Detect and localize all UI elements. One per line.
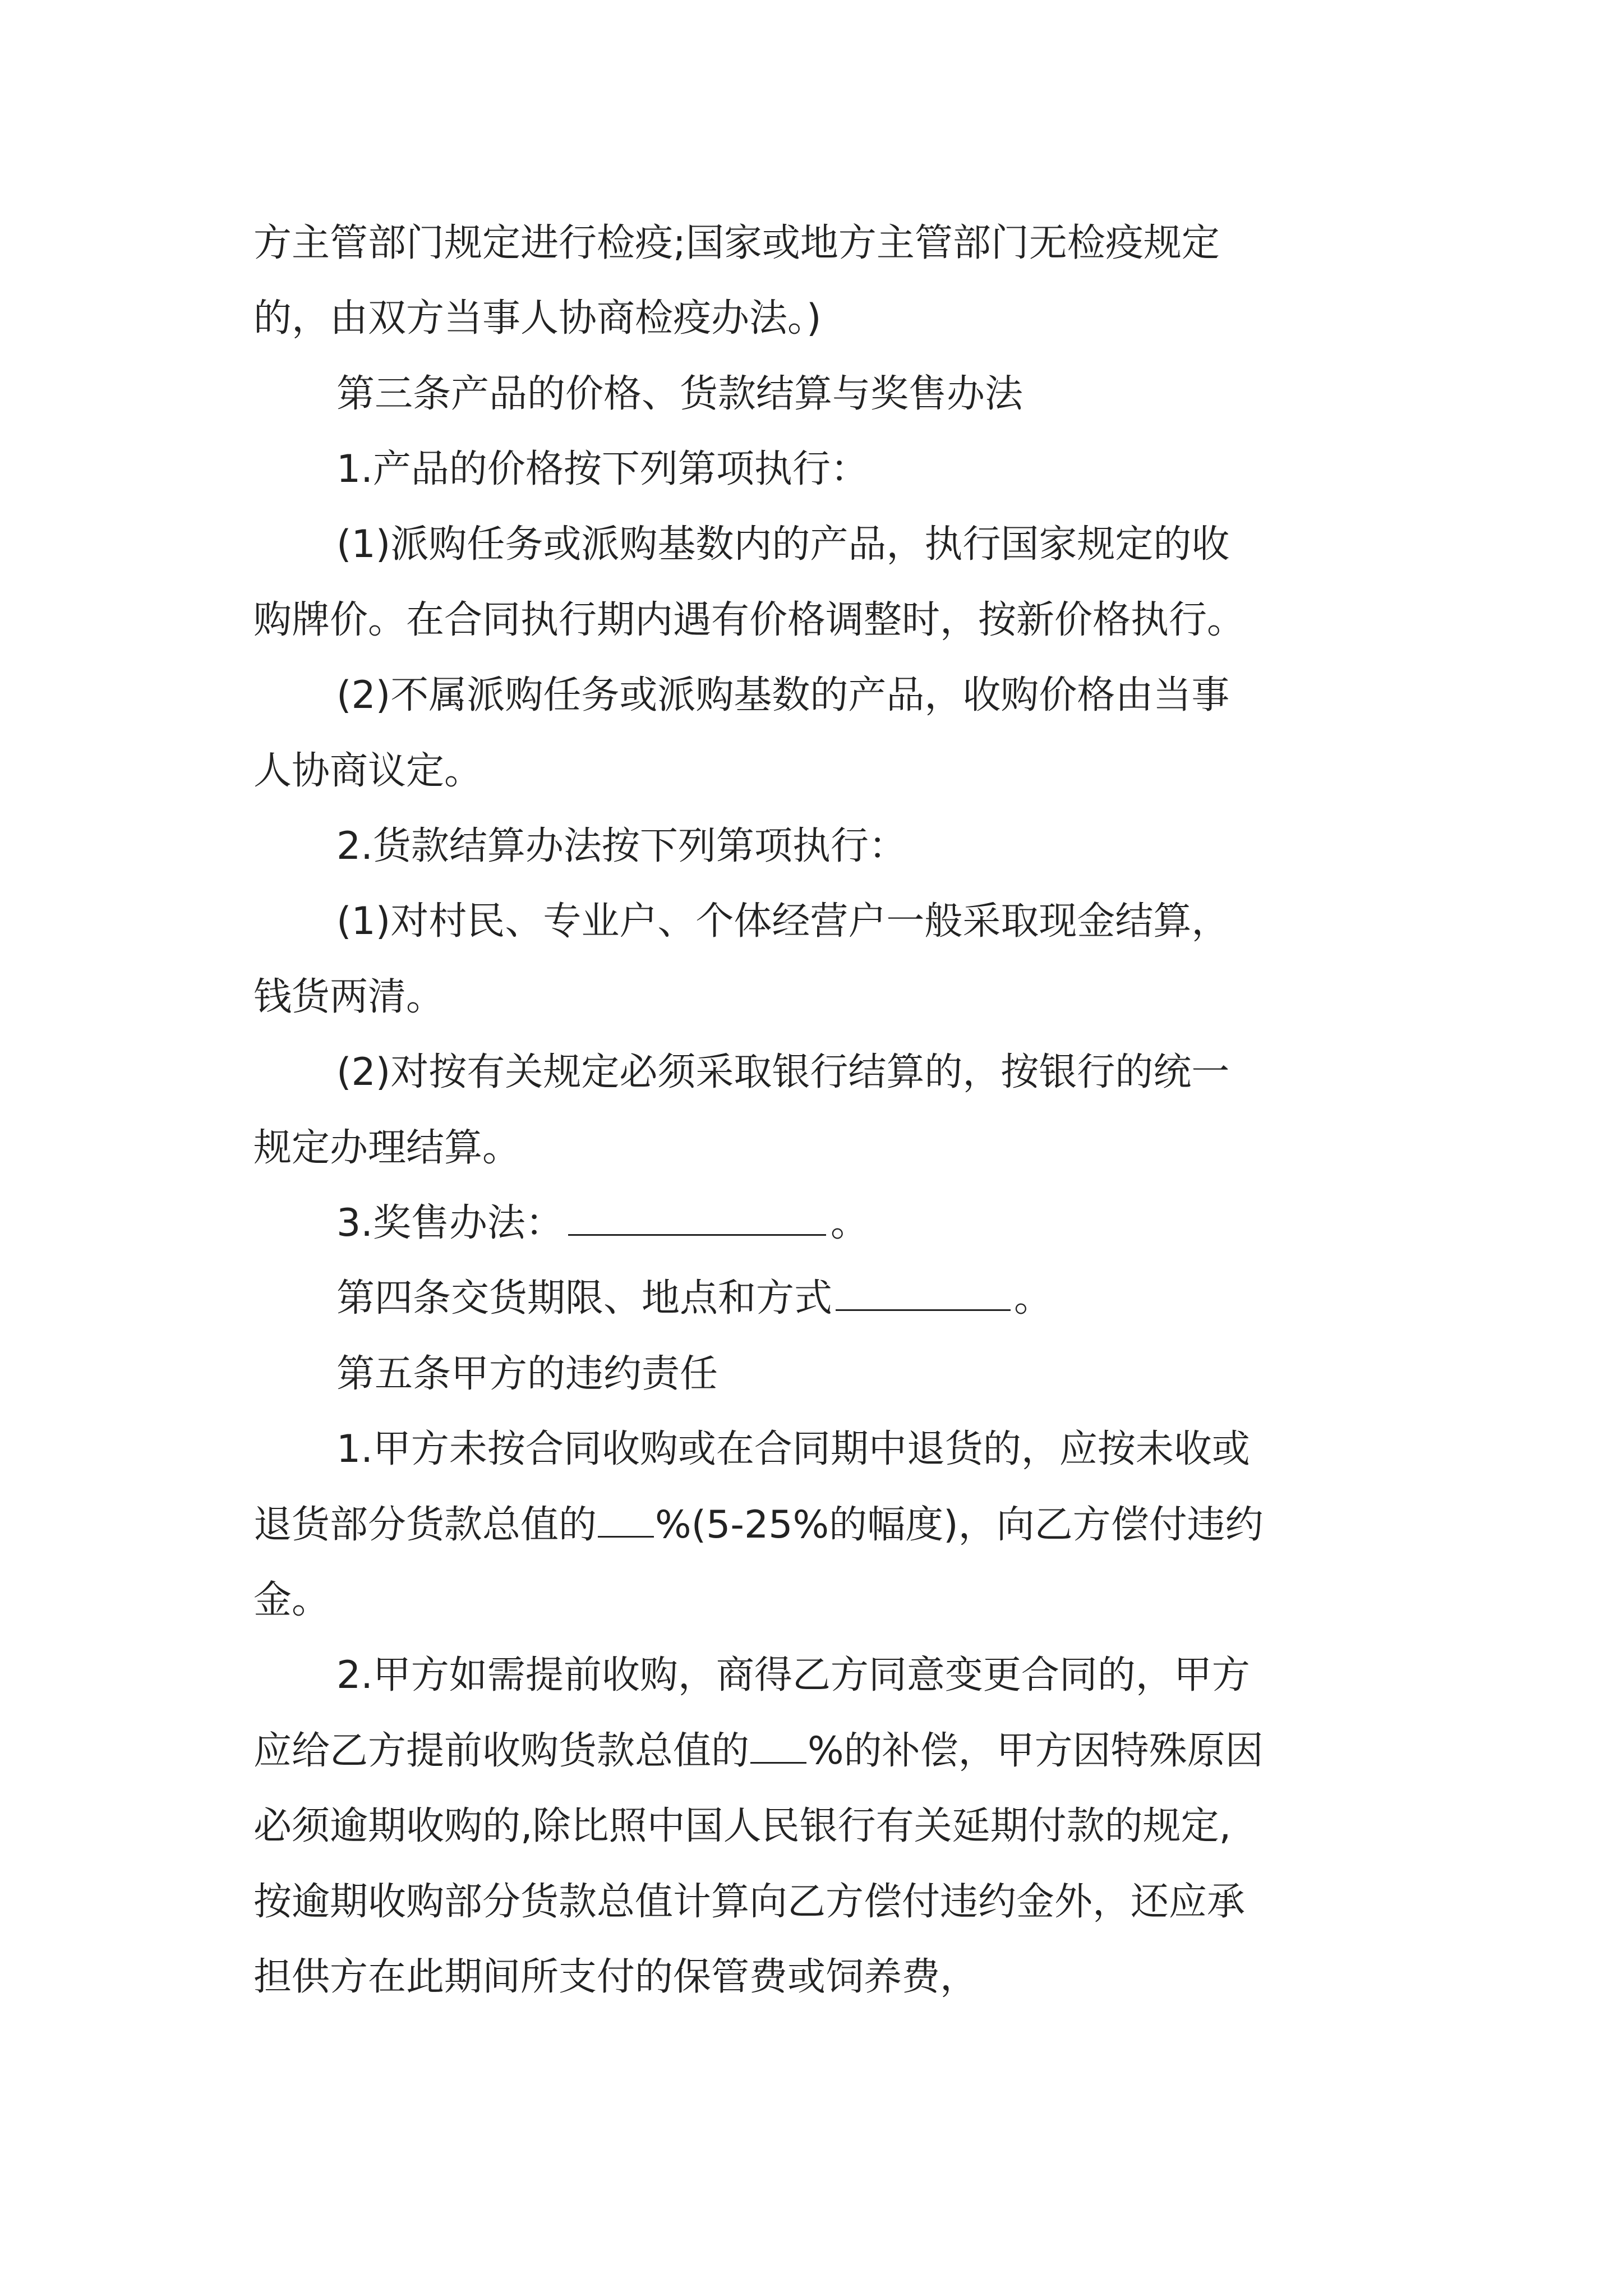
text-segment: 第四条交货期限、地点和方式: [336, 1276, 833, 1320]
text-line: 规定办理结算。: [253, 1126, 521, 1170]
text-line: (1)派购任务或派购基数内的产品，执行国家规定的收: [336, 522, 1230, 567]
text-line: 担供方在此期间所支付的保管费或饲养费，: [253, 1955, 979, 1999]
text-segment: 3.奖售办法：: [336, 1201, 564, 1245]
blank-underline: [598, 1501, 654, 1538]
text-line: 按逾期收购部分货款总值计算向乙方偿付违约金外，还应承: [253, 1880, 1246, 1924]
text-segment: 应给乙方提前收购货款总值的: [253, 1729, 750, 1773]
text-segment: 。: [830, 1201, 869, 1245]
text-line: 2.货款结算办法按下列第项执行：: [336, 824, 907, 868]
blank-underline: [750, 1727, 806, 1764]
text-line: 2.甲方如需提前收购，商得乙方同意变更合同的，甲方: [336, 1653, 1250, 1697]
text-line: 方主管部门规定进行检疫;国家或地方主管部门无检疫规定: [253, 221, 1220, 265]
text-segment: %的补偿，甲方因特殊原因: [808, 1729, 1264, 1773]
section-heading: 第五条甲方的违约责任: [336, 1352, 718, 1396]
text-line: 必须逾期收购的,除比照中国人民银行有关延期付款的规定,: [253, 1804, 1232, 1848]
text-line: [253, 1500, 1264, 1550]
blank-underline: [568, 1199, 826, 1236]
section-heading: 第三条产品的价格、货款结算与奖售办法: [336, 372, 1023, 416]
text-line: 1.产品的价格按下列第项执行：: [336, 447, 869, 491]
text-line: 金。: [253, 1578, 330, 1622]
section-heading: [336, 1273, 1052, 1324]
text-line: [253, 1726, 1264, 1777]
text-line: 人协商议定。: [253, 749, 483, 793]
text-line: 1.甲方未按合同收购或在合同期中退货的，应按未收或: [336, 1427, 1250, 1471]
text-line: 购牌价。在合同执行期内遇有价格调整时，按新价格执行。: [253, 598, 1246, 642]
blank-underline: [836, 1274, 1011, 1311]
text-line: [336, 1198, 869, 1249]
text-line: (2)对按有关规定必须采取银行结算的，按银行的统一: [336, 1050, 1230, 1094]
text-line: 钱货两清。: [253, 975, 445, 1019]
text-segment: 。: [1014, 1276, 1053, 1320]
text-line: (2)不属派购任务或派购基数的产品，收购价格由当事: [336, 673, 1230, 717]
text-segment: 退货部分货款总值的: [253, 1503, 597, 1547]
text-line: (1)对村民、专业户、个体经营户一般采取现金结算，: [336, 899, 1230, 944]
text-line: 的，由双方当事人协商检疫办法。): [253, 296, 822, 341]
text-segment: %(5-25%的幅度)，向乙方偿付违约: [655, 1503, 1264, 1547]
